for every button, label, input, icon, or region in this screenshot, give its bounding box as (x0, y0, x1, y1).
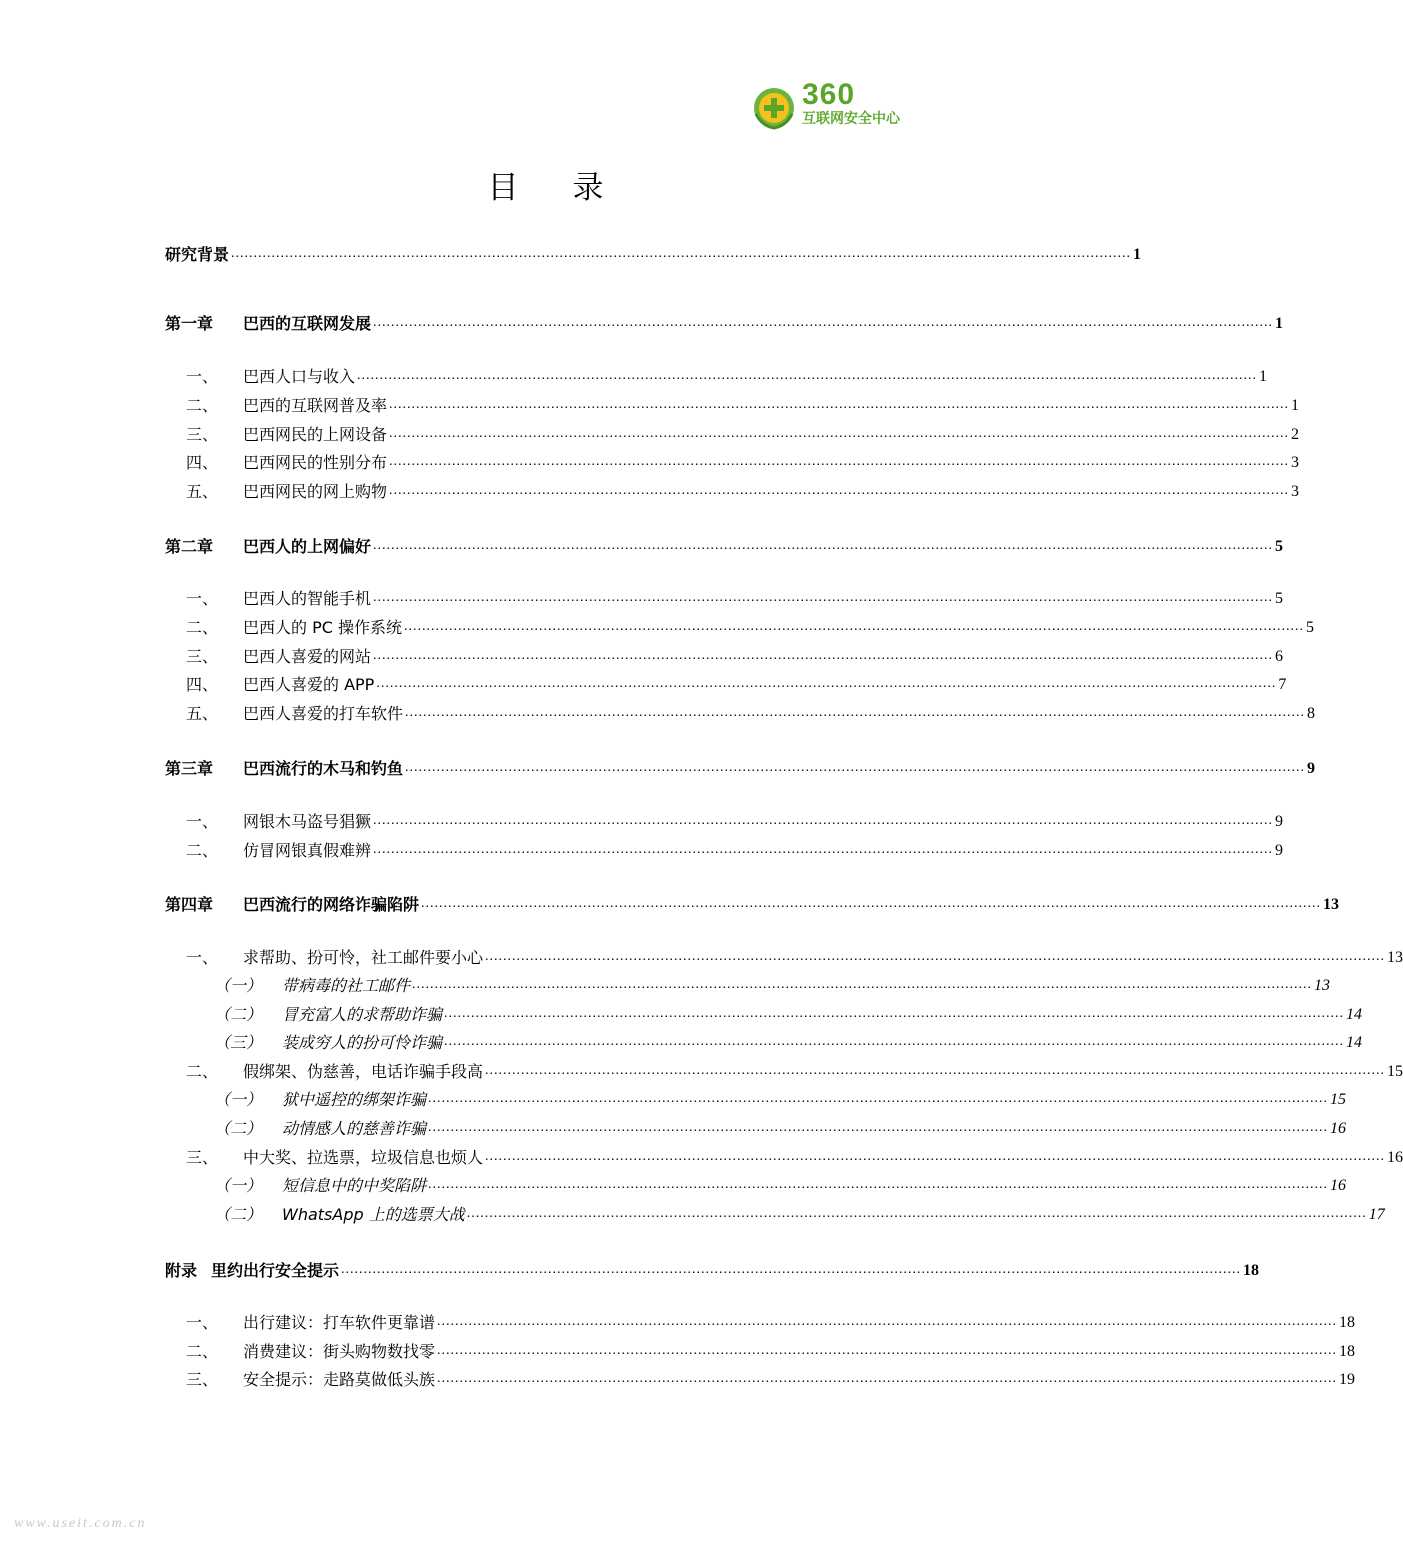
toc-entry-page: 2 (1291, 426, 1300, 443)
toc-entry[interactable] (214, 1203, 1385, 1225)
toc-entry-text: 装成穷人的扮可怜诈骗 (282, 1033, 443, 1052)
dot-leader: ........................................................................................................................................................................................................ (466, 1206, 1367, 1221)
toc-entry[interactable] (186, 810, 1284, 832)
toc-entry-text: 假绑架、伪慈善，电话诈骗手段高 (243, 1062, 484, 1081)
toc-entry-page: 8 (1307, 705, 1316, 722)
toc-entry[interactable] (186, 616, 1314, 638)
toc-entry-number: 二、 (186, 841, 219, 860)
toc-entry[interactable] (186, 946, 1403, 968)
toc-entry-label (214, 1119, 426, 1139)
logo-number: 360 (802, 78, 856, 111)
toc-entry-page: 13 (1314, 977, 1331, 994)
dot-leader: ........................................................................................................................................................................................................ (485, 949, 1386, 964)
toc-entry[interactable] (186, 645, 1284, 667)
toc-entry-label (214, 976, 410, 996)
toc-entry-text: 狱中遥控的绑架诈骗 (282, 1090, 427, 1109)
dot-leader: ........................................................................................................................................................................................................ (428, 1120, 1329, 1135)
toc-entry-number: 三、 (186, 1370, 219, 1389)
toc-entry-text: 巴西的互联网发展 (243, 314, 372, 333)
toc-entry-label (165, 245, 229, 265)
logo-subtitle: 互联网安全中心 (802, 111, 900, 127)
toc-entry-number: （二） (214, 1205, 263, 1224)
toc-entry-number: 五、 (186, 482, 219, 501)
dot-leader: ........................................................................................................................................................................................................ (373, 842, 1274, 857)
toc-entry-text: 出行建议：打车软件更靠谱 (243, 1313, 436, 1332)
dot-leader: ........................................................................................................................................................................................................ (376, 676, 1277, 691)
toc-entry[interactable] (186, 1146, 1403, 1168)
toc-entry-number: 二、 (186, 1062, 219, 1081)
toc-entry-number: （一） (214, 976, 263, 995)
toc-entry-page: 19 (1339, 1371, 1356, 1388)
toc-entry-text: 巴西人喜爱的 APP (243, 675, 375, 694)
dot-leader: ........................................................................................................................................................................................................ (389, 454, 1290, 469)
toc-entry[interactable] (165, 893, 1340, 915)
toc-entry-label (186, 948, 483, 968)
toc-entry-label (186, 482, 387, 502)
dot-leader: ........................................................................................................................................................................................................ (412, 977, 1313, 992)
toc-entry-text: 巴西人的智能手机 (243, 589, 372, 608)
dot-leader: ........................................................................................................................................................................................................ (373, 590, 1274, 605)
toc-entry-text: 研究背景 (165, 245, 230, 264)
toc-entry[interactable] (214, 974, 1331, 996)
toc-entry[interactable] (214, 1031, 1363, 1053)
toc-entry-text: 冒充富人的求帮助诈骗 (282, 1005, 443, 1024)
toc-entry-number: （二） (214, 1005, 263, 1024)
toc-entry[interactable] (186, 451, 1300, 473)
toc-entry[interactable] (186, 394, 1300, 416)
dot-leader: ........................................................................................................................................................................................................ (421, 896, 1322, 911)
toc-entry-label (214, 1176, 426, 1196)
toc-entry-page: 16 (1387, 1149, 1403, 1166)
toc-entry-page: 5 (1306, 619, 1314, 636)
dot-leader: ........................................................................................................................................................................................................ (428, 1177, 1329, 1192)
toc-entry-text: 里约出行安全提示 (211, 1261, 340, 1280)
dot-leader: ........................................................................................................................................................................................................ (389, 483, 1290, 498)
toc-entry[interactable] (186, 1368, 1356, 1390)
toc-entry-number: 第四章 (165, 895, 214, 914)
toc-entry-number: （一） (214, 1176, 263, 1195)
toc-entry-page: 3 (1291, 454, 1300, 471)
toc-entry-text: 网银木马盗号猖獗 (243, 812, 372, 831)
toc-entry-page: 16 (1330, 1120, 1347, 1137)
toc-entry[interactable] (186, 1311, 1356, 1333)
toc-entry-page: 18 (1243, 1262, 1260, 1279)
toc-entry-text: 消费建议：街头购物数找零 (243, 1342, 436, 1361)
toc-entry[interactable] (214, 1174, 1347, 1196)
dot-leader: ........................................................................................................................................................................................................ (428, 1091, 1329, 1106)
toc-entry-label (214, 1205, 465, 1225)
toc-entry-text: WhatsApp 上的选票大战 (282, 1205, 465, 1224)
toc-entry-page: 1 (1291, 397, 1300, 414)
watermark: www.useit.com.cn (14, 1516, 147, 1531)
toc-entry[interactable] (165, 757, 1316, 779)
toc-entry[interactable] (214, 1003, 1363, 1025)
toc-entry-number: 四、 (186, 675, 219, 694)
toc-entry-page: 9 (1275, 813, 1284, 830)
toc-entry-number: 第二章 (165, 537, 214, 556)
toc-entry-label (214, 1005, 442, 1025)
toc-entry-page: 16 (1330, 1177, 1347, 1194)
toc-entry[interactable] (186, 587, 1284, 609)
toc-entry-page: 5 (1275, 538, 1284, 555)
toc-entry-number: 二、 (186, 396, 219, 415)
toc-entry-number: 二、 (186, 618, 219, 637)
toc-entry-label (165, 1261, 339, 1281)
toc-entry-label (186, 1313, 435, 1333)
dot-leader: ........................................................................................................................................................................................................ (437, 1371, 1338, 1386)
toc-entry[interactable] (186, 673, 1287, 695)
toc-entry-label (214, 1033, 442, 1053)
toc-entry-text: 巴西网民的性别分布 (243, 453, 388, 472)
dot-leader: ........................................................................................................................................................................................................ (341, 1262, 1242, 1277)
toc-entry-number: 第三章 (165, 759, 214, 778)
toc-entry[interactable] (186, 480, 1300, 502)
toc-entry[interactable] (214, 1088, 1347, 1110)
toc-entry-text: 巴西流行的网络诈骗陷阱 (243, 895, 420, 914)
toc-entry-page: 3 (1291, 483, 1300, 500)
toc-entry[interactable] (165, 243, 1142, 265)
toc-entry-label (186, 704, 403, 724)
dot-leader: ........................................................................................................................................................................................................ (231, 246, 1132, 261)
toc-entry-label (186, 1062, 483, 1082)
toc-entry-label (186, 425, 387, 445)
toc-entry-label (165, 314, 371, 334)
toc-entry-number: 一、 (186, 812, 219, 831)
toc-entry-label (214, 1090, 426, 1110)
toc-entry-page: 9 (1307, 760, 1316, 777)
toc-entry[interactable] (165, 1259, 1260, 1281)
toc-entry[interactable] (186, 423, 1300, 445)
toc-entry-page: 5 (1275, 590, 1284, 607)
toc-entry-text: 巴西网民的上网设备 (243, 425, 388, 444)
toc-entry-page: 1 (1259, 368, 1268, 385)
toc-entry-page: 14 (1346, 1006, 1363, 1023)
toc-entry-number: 一、 (186, 948, 219, 967)
dot-leader: ........................................................................................................................................................................................................ (485, 1149, 1386, 1164)
toc-entry[interactable] (165, 312, 1284, 334)
dot-leader: ........................................................................................................................................................................................................ (444, 1006, 1345, 1021)
toc-entry-text: 仿冒网银真假难辨 (243, 841, 372, 860)
toc-entry-number: 三、 (186, 425, 219, 444)
page-title: 目录 (487, 170, 658, 206)
toc-entry-label (186, 618, 402, 638)
toc-entry-page: 13 (1323, 896, 1340, 913)
toc-entry-number: 一、 (186, 589, 219, 608)
dot-leader: ........................................................................................................................................................................................................ (373, 538, 1274, 553)
toc-entry-number: 四、 (186, 453, 219, 472)
toc-entry-page: 15 (1387, 1063, 1403, 1080)
dot-leader: ........................................................................................................................................................................................................ (405, 705, 1306, 720)
toc-entry[interactable] (186, 1060, 1403, 1082)
toc-entry-label (165, 895, 419, 915)
dot-leader: ........................................................................................................................................................................................................ (437, 1343, 1338, 1358)
toc-entry-page: 15 (1330, 1091, 1347, 1108)
dot-leader: ........................................................................................................................................................................................................ (357, 368, 1258, 383)
toc-entry-text: 安全提示：走路莫做低头族 (243, 1370, 436, 1389)
toc-entry-text: 巴西人的 PC 操作系统 (243, 618, 402, 637)
toc-entry-text: 动情感人的慈善诈骗 (282, 1119, 427, 1138)
toc-entry-number: 三、 (186, 1148, 219, 1167)
toc-entry[interactable] (214, 1117, 1347, 1139)
toc-entry-label (186, 589, 371, 609)
dot-leader: ........................................................................................................................................................................................................ (373, 813, 1274, 828)
toc-entry-label (186, 1342, 435, 1362)
toc-entry-text: 巴西网民的网上购物 (243, 482, 388, 501)
toc-entry-label (165, 759, 403, 779)
toc-entry[interactable] (186, 839, 1284, 861)
toc-entry-page: 6 (1275, 648, 1284, 665)
toc-entry-label (186, 396, 387, 416)
dot-leader: ........................................................................................................................................................................................................ (444, 1034, 1345, 1049)
dot-leader: ........................................................................................................................................................................................................ (389, 426, 1290, 441)
toc-entry-label (186, 675, 374, 695)
dot-leader: ........................................................................................................................................................................................................ (405, 760, 1306, 775)
toc-entry-number: （三） (214, 1033, 263, 1052)
dot-leader: ........................................................................................................................................................................................................ (485, 1063, 1386, 1078)
toc-entry-label (186, 367, 355, 387)
toc-entry[interactable] (186, 365, 1268, 387)
toc-entry-text: 巴西人口与收入 (243, 367, 356, 386)
dot-leader: ........................................................................................................................................................................................................ (437, 1314, 1338, 1329)
toc-entry-page: 9 (1275, 842, 1284, 859)
toc-entry-text: 巴西人喜爱的打车软件 (243, 704, 404, 723)
toc-entry-page: 1 (1133, 246, 1142, 263)
toc-entry-text: 短信息中的中奖陷阱 (282, 1176, 427, 1195)
toc-entry[interactable] (165, 535, 1284, 557)
toc-entry-text: 求帮助、扮可怜，社工邮件要小心 (243, 948, 484, 967)
toc-entry-page: 13 (1387, 949, 1403, 966)
toc-entry-label (165, 537, 371, 557)
toc-entry-number: 二、 (186, 1342, 219, 1361)
toc-entry-label (186, 453, 387, 473)
toc-entry-text: 巴西流行的木马和钓鱼 (243, 759, 404, 778)
toc-entry-number: 一、 (186, 1313, 219, 1332)
dot-leader: ........................................................................................................................................................................................................ (389, 397, 1290, 412)
toc-entry-label (186, 1370, 435, 1390)
toc-entry-label (186, 812, 371, 832)
toc-entry-text: 巴西人的上网偏好 (243, 537, 372, 556)
toc-entry-page: 14 (1346, 1034, 1363, 1051)
dot-leader: ........................................................................................................................................................................................................ (373, 648, 1274, 663)
dot-leader: ........................................................................................................................................................................................................ (404, 619, 1304, 634)
toc-entry-label (186, 841, 371, 861)
toc-entry-text: 中大奖、拉选票，垃圾信息也烦人 (243, 1148, 484, 1167)
toc-entry-label (186, 647, 371, 667)
toc-entry-number: （二） (214, 1119, 263, 1138)
toc-entry-number: 第一章 (165, 314, 214, 333)
dot-leader: ........................................................................................................................................................................................................ (373, 315, 1274, 330)
toc-entry-text: 巴西的互联网普及率 (243, 396, 388, 415)
toc-entry-label (186, 1148, 483, 1168)
toc-entry[interactable] (186, 702, 1316, 724)
toc-entry-number: 一、 (186, 367, 219, 386)
toc-entry-page: 18 (1339, 1343, 1356, 1360)
toc-entry-number: 五、 (186, 704, 219, 723)
toc-entry-page: 17 (1368, 1206, 1385, 1223)
toc-entry-number: 附录 (165, 1261, 198, 1280)
toc-entry-number: （一） (214, 1090, 263, 1109)
toc-entry-page: 18 (1339, 1314, 1356, 1331)
toc-entry-text: 带病毒的社工邮件 (282, 976, 411, 995)
toc-entry-page: 7 (1278, 676, 1287, 693)
toc-entry-text: 巴西人喜爱的网站 (243, 647, 372, 666)
toc-entry-page: 1 (1275, 315, 1284, 332)
toc-entry-number: 三、 (186, 647, 219, 666)
toc-entry[interactable] (186, 1340, 1356, 1362)
